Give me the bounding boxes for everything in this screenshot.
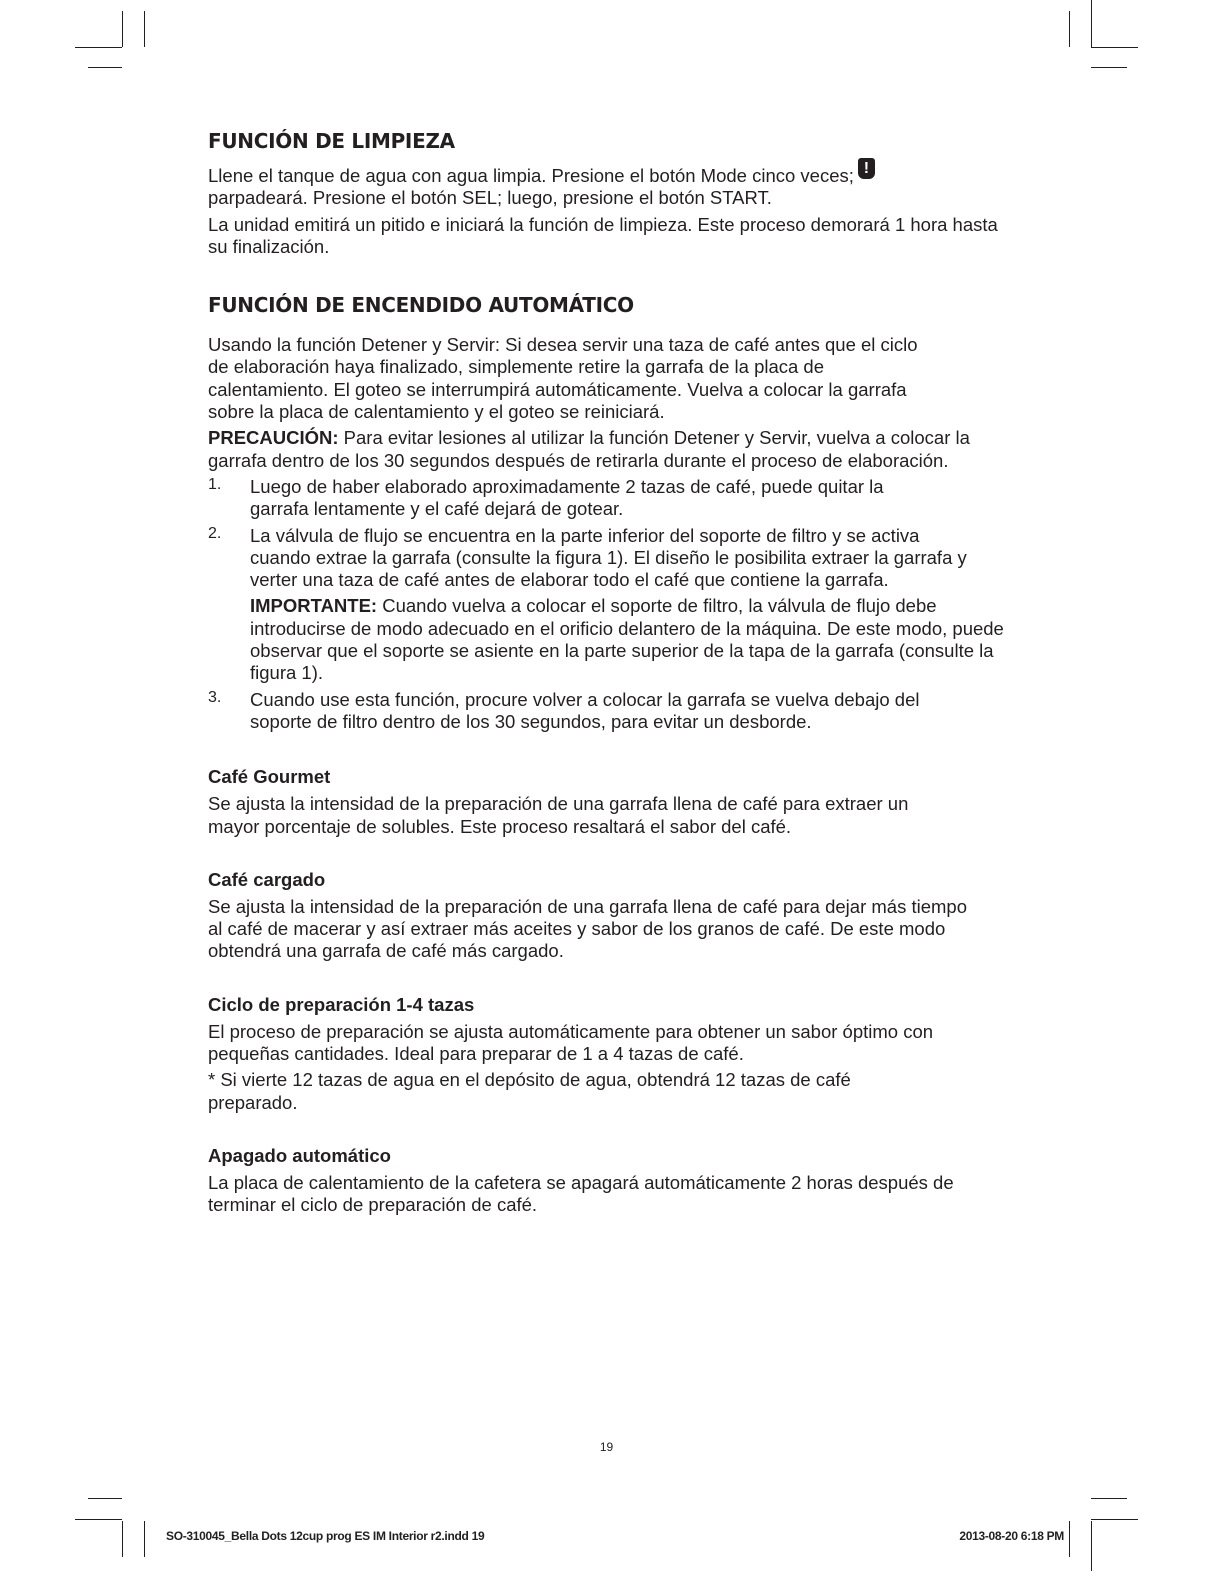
cargado-text: Se ajusta la intensidad de la preparación de una garrafa llena de café para dejar más tiempo al café de macerar y así extraer más aceites y sabor de los granos de café. De este modo obtendrá una garrafa de café más cargado. [208, 895, 967, 962]
crop-mark [144, 11, 145, 47]
crop-mark [1091, 67, 1127, 68]
cargado-title: Café cargado [208, 868, 326, 890]
important-label: IMPORTANTE: [250, 595, 378, 617]
caution-label: PRECAUCIÓN: [208, 427, 339, 449]
slug-filename: SO-310045_Bella Dots 12cup prog ES IM Interior r2.indd 19 [166, 1529, 485, 1543]
apagado-title: Apagado automático [208, 1144, 391, 1166]
gourmet-text: Se ajusta la intensidad de la preparación de una garrafa llena de café para extraer un mayor porcentaje de solubles. Este proceso resaltará el sabor del café. [208, 793, 909, 837]
crop-mark [122, 1521, 123, 1557]
auto-on-intro: Usando la función Detener y Servir: Si desea servir una taza de café antes que el ciclo de elaboración haya finalizado, simplemente retire la garrafa de la placa de calentamiento. El goteo se interrumpirá automáticamente. Vuelva a colocar la garrafa sobre la placa de calentamiento y el goteo se reiniciará. [208, 334, 918, 423]
list-item: 1. Luego de haber elaborado aproximadamente 2 tazas de café, puede quitar la garrafa lentamente y el café dejará de gotear. [208, 475, 884, 520]
page-content [208, 127, 1018, 1217]
alert-icon: ! [858, 158, 875, 179]
crop-mark [88, 67, 122, 68]
page-number: 19 [599, 1440, 614, 1454]
ciclo-note: * Si vierte 12 tazas de agua en el depósito de agua, obtendrá 12 tazas de café preparado. [208, 1069, 851, 1113]
crop-mark [144, 1521, 145, 1557]
steps-list [208, 476, 1018, 733]
crop-mark [75, 1519, 122, 1520]
crop-mark [1091, 1498, 1127, 1499]
crop-mark [122, 11, 123, 47]
gourmet-title: Café Gourmet [208, 766, 331, 788]
crop-mark [1069, 11, 1070, 47]
crop-mark [75, 47, 122, 48]
caution-paragraph: PRECAUCIÓN: Para evitar lesiones al utilizar la función Detener y Servir, vuelva a colocar la garrafa dentro de los 30 segundos después de retirarla durante el proceso de elaboración. [208, 427, 970, 471]
crop-mark [1091, 1521, 1092, 1571]
crop-mark [1091, 47, 1138, 48]
ciclo-title: Ciclo de preparación 1-4 tazas [208, 993, 475, 1015]
crop-mark [88, 1498, 122, 1499]
auto-on-heading: FUNCIÓN DE ENCENDIDO AUTOMÁTICO [208, 293, 634, 318]
cleaning-paragraph-2: La unidad emitirá un pitido e iniciará la función de limpieza. Este proceso demorará 1 hora hasta su finalización. [208, 213, 998, 257]
crop-mark [1091, 0, 1092, 47]
apagado-text: La placa de calentamiento de la cafetera se apagará automáticamente 2 horas después de terminar el ciclo de preparación de café. [208, 1171, 954, 1216]
slug-timestamp: 2013-08-20 6:18 PM [959, 1529, 1064, 1543]
ciclo-text: El proceso de preparación se ajusta automáticamente para obtener un sabor óptimo con pequeñas cantidades. Ideal para preparar de 1 a 4 tazas de café. [208, 1020, 934, 1065]
crop-mark [1091, 1519, 1138, 1520]
cleaning-paragraph-1: Llene el tanque de agua con agua limpia. Presione el botón Mode cinco veces; ! parpadeará. Presione el botón SEL; luego, presione el botón START. [208, 165, 1018, 210]
important-note: IMPORTANTE: Cuando vuelva a colocar el soporte de filtro, la válvula de flujo debe introducirse de modo adecuado en el orificio delantero de la máquina. De este modo, puede observar que el soporte se asiente en la parte superior de la tapa de la garrafa (consulte la figura 1). [250, 595, 1004, 684]
crop-mark [1069, 1521, 1070, 1557]
list-item: 2. La válvula de flujo se encuentra en la parte inferior del soporte de filtro y se activa cuando extrae la garrafa (consulte la figura 1). El diseño le posibilita extraer la garrafa y verter una taza de café antes de elaborar todo el café que contiene la garrafa. IMPORTANTE: Cuando vuelva a colocar el soporte de filtro, la válvula de flujo debe introducirse de modo adecuado en el orificio delantero de la máquina. De este modo, puede observar que el soporte se asiente en la parte superior de la tapa de la garrafa (consulte la figura 1). [208, 525, 1018, 685]
cleaning-heading: FUNCIÓN DE LIMPIEZA [208, 129, 455, 153]
list-item: 3. Cuando use esta función, procure volver a colocar la garrafa se vuelva debajo del soporte de filtro dentro de los 30 segundos, para evitar un desborde. [208, 688, 920, 732]
